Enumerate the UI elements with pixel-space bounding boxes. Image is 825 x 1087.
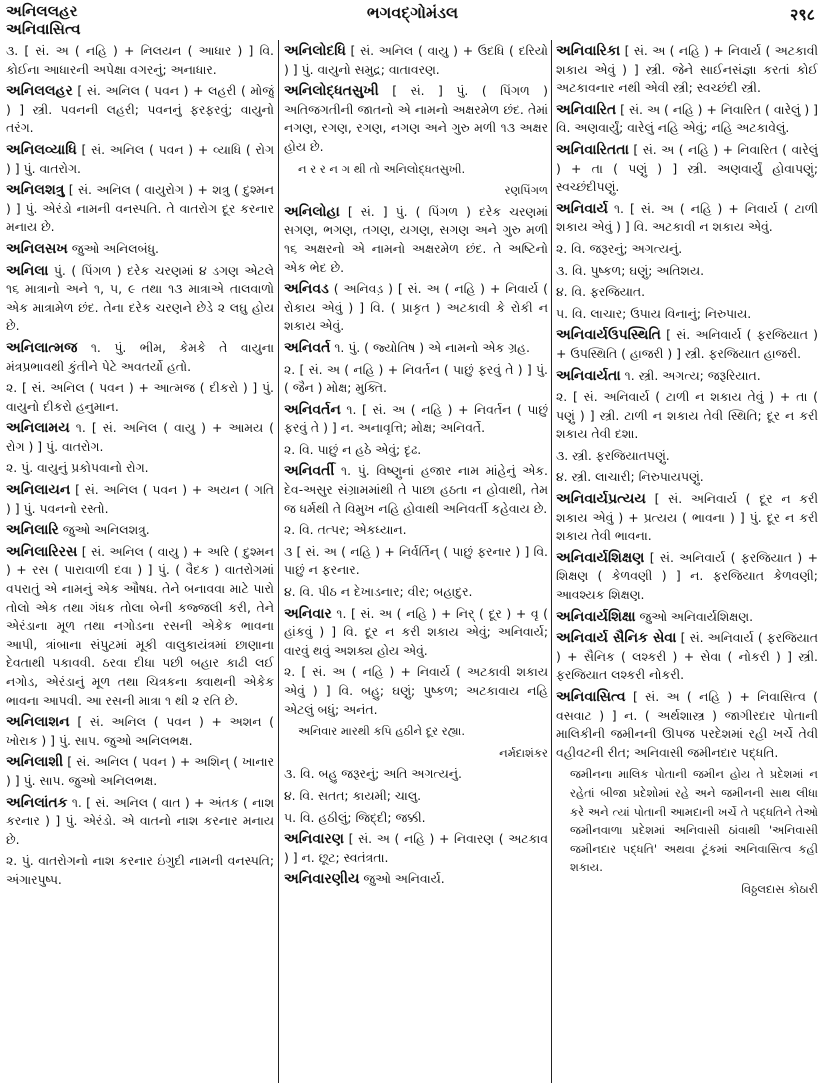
headword: અનિલોદધિ — [284, 43, 346, 59]
headword: અનિવાર્યશિક્ષણ — [556, 549, 645, 566]
headword: અનિલાશન — [6, 714, 70, 731]
definition: ૧. [ સં. અ ( નહિ ) + નિર્ ( દૂર ) + વૃ ( હાંકવું ) ] વિ. દૂર ન કરી શકાય એવું; અનિવાર્ય; વારવું થવું અશક્ય હોય એવું. — [284, 605, 548, 658]
definition: [ સં. અનિલ ( વાયુ ) + અરિ ( દુશ્મન ) + રસ ( પારાવાળી દવા ) ] પું. ( વૈદક ) વાતરોગમાં વપરાતું એ નામનું એક ઔષધ. તેને બનાવવા માટે પારો તોલો એક તથા ગંધક તોલા બેની કજ્જલી કરી, તેને એરંડાના મૂળ તથા નગોડના રસની એકેક ભાવના આપી, ત્રાંબાના સંપુટમાં મૂકી વાલુકાયંત્રમાં છાણાના દેવતાથી પકાવવી. ઠરવા દીધા પછી બહાર કાઢી લઈ નગોડ, એરંડાનું મૂળ તથા ચિત્રકના ક્વાથની એકેક ભાવના આપવી. આ રસની માત્રા ૧ થી ૨ રતિ છે. — [6, 543, 274, 708]
column-divider — [551, 40, 552, 1083]
definition: [ સં. ] પું. ( પિંગળ ) અતિજગતીની જાતનો એ નામનો અક્ષરમેળ છંદ. તેમાં નગણ, રગણ, રગણ, નગણ અને ગુરુ મળી ૧૩ અક્ષર હોય છે. — [284, 83, 548, 154]
definition: ૧. પું. ( જ્યોતિષ ) એ નામનો એક ગ્રહ. — [330, 339, 530, 355]
headword: અનિવારિત — [556, 101, 617, 118]
dictionary-entry — [556, 141, 818, 197]
definition: જુઓ અનિલબંધુ. — [67, 240, 159, 256]
definition: ૧. સ્ત્રી. અગત્ય; જરૂરિયાત. — [620, 367, 761, 383]
headword: અનિવડ — [284, 281, 329, 298]
column-3 — [556, 42, 818, 1081]
headword: અનિલોદ્ધતસુખી — [284, 83, 379, 100]
headword: અનિવારણીય — [284, 871, 360, 888]
dictionary-entry — [556, 688, 818, 762]
headword: અનિવારિકા — [556, 43, 621, 59]
dictionary-entry — [6, 713, 274, 750]
headword: અનિલાશી — [6, 754, 64, 771]
definition: [ સં. અ ( નહિ ) + નિવાસિત્વ ( વસવાટ ) ] ન. ( અર્થશાસ્ત્ર ) જાગીરદાર પોતાની માલિકીની જમીનની ઊપજ પરદેશમાં રહી ખર્ચે તેવી વહીવટની રીત; અનિવાસી જમીનદાર પદ્ધતિ. — [556, 689, 818, 760]
headword: અનિલશત્રુ — [6, 182, 65, 199]
headword: અનિલવ્યાધિ — [6, 141, 77, 158]
entry-sense: ૩. [ સં. અ ( નહિ ) + નિલયન ( આધાર ) ] વિ. કોઈના આધારની અપેક્ષા વગરનું; અનાધાર. — [6, 43, 274, 77]
headword: અનિવર્તન — [284, 401, 341, 418]
definition: [ સં. ] પું. ( પિંગળ ) દરેક ચરણમાં સગણ, ભગણ, તગણ, યગણ, સગણ અને ગુરુ મળી ૧૬ અક્ષરનો એ નામનો અક્ષરમેળ છંદ. તે અષ્ટિનો એક ભેદ છે. — [284, 203, 548, 275]
dictionary-entry — [284, 605, 548, 661]
definition: [ સં. અનિલ ( વાયુરોગ ) + શત્રુ ( દુશ્મન ) ] પું. એરંડો નામની વનસ્પતિ. તે વાતરોગ દૂર કરનાર મનાય છે. — [6, 182, 274, 235]
headword: અનિલા — [6, 262, 49, 279]
entry-sense: ૨. વિ. જરૂરનું; અગત્યનું. — [556, 240, 683, 256]
definition: [ સં. અ ( નહિ ) + નિવારિત ( વારેલું ) ] વિ. અણવાર્યું; વારેલું નહિ એવું; નહિ અટકાવેલું. — [556, 101, 818, 136]
headword: અનિલાંતક — [6, 794, 68, 811]
headword: અનિવારણ — [284, 831, 344, 848]
dictionary-entry — [6, 262, 274, 336]
entry-sense: ૨. પું. વાતરોગનો નાશ કરનાર ઇંગુદી નામની વનસ્પતિ; અંગારપુષ્પ. — [6, 853, 274, 887]
dictionary-entry — [556, 42, 818, 98]
definition: [ સં. અ ( નહિ ) + નિવાર્ય ( અટકાવી શકાય એવું ) ] સ્ત્રી. જેને સાઈનસંજ્ઞા કરતાં કોઈ અટકાવનાર નથી એવી સ્ત્રી; સ્વચ્છંદી સ્ત્રી. — [556, 43, 818, 96]
dictionary-entry — [6, 181, 274, 237]
headword: અનિવાર્ય સૈનિક સેવા — [556, 630, 677, 647]
entry-sense: ૪. વિ. ફરજિયાત. — [556, 284, 646, 300]
headword: અનિલાત્મજ — [6, 339, 78, 356]
headword: અનિવર્તી — [284, 463, 335, 480]
quotation-source: વિઠ્ઠલદાસ કોઠારી — [741, 881, 818, 896]
entry-sense: ૪. સ્ત્રી. લાચારી; નિરુપાયપણું. — [556, 469, 704, 485]
quotation-source: નર્મદાશંકર — [499, 745, 548, 760]
dictionary-entry — [556, 200, 818, 237]
entry-sense: ૫. વિ. હઠીલું; જિદ્દી; જક્કી. — [284, 809, 426, 825]
definition: ૧. પું. વિષ્ણુનાં હજાર નામ માંહેનું એક. દેવ-અસુર સંગ્રામમાંથી તે પાછા હઠતા ન હોવાથી, તેમ જ ધર્મથી તે વિમુખ નહિ હોવાથી અનિવર્તી કહેવાય છે. — [284, 463, 548, 516]
definition: ૧. [ સં. અ ( નહિ ) + નિવાર્ય ( ટાળી શકાય એવું ) ] વિ. અટકાવી ન શકાય એવું. — [556, 200, 818, 235]
dictionary-entry — [556, 490, 818, 546]
entry-sense: ૩. વિ. પુષ્કળ; ઘણું; અતિશય. — [556, 262, 705, 278]
definition: ૧. [ સં. અનિલ ( વાત ) + અંતક ( નાશ કરનાર ) ] પું. એરંડો. એ વાતનો નાશ કરનાર મનાય છે. — [6, 794, 274, 847]
dictionary-entry — [6, 82, 274, 138]
headword: અનિવાર્યશિક્ષા — [556, 608, 636, 625]
dictionary-entry — [284, 870, 548, 889]
dictionary-entry — [284, 401, 548, 438]
headword: અનિવાર્યપ્રત્યય — [556, 491, 646, 508]
dictionary-entry — [284, 280, 548, 336]
entry-sense: ૨. [ સં. અ ( નહિ ) + નિવર્તન ( પાછું ફરવું તે ) ] પું. ( જૈન ) મોક્ષ; મુક્તિ. — [284, 361, 548, 396]
dictionary-entry — [284, 462, 548, 518]
dictionary-entry — [284, 42, 548, 79]
entry-sense: ૨. વિ. તત્પર; એકધ્યાન. — [284, 522, 407, 538]
dictionary-entry — [556, 549, 818, 605]
headword: અનિવાર — [284, 605, 332, 622]
headword: અનિવારિતતા — [556, 141, 629, 158]
definition: [ સં. અ ( નહિ ) + નિવારિત ( વારેલું ) + તા ( પણું ) ] સ્ત્રી. અણવાર્યું હોવાપણું; સ્વચ્છંદીપણું. — [556, 141, 818, 195]
definition: ૧. પું. ભીમ, કેમકે તે વાયુના મંત્રપ્રભાવથી કુંતીને પેટે અવતર્યો હતો. — [6, 339, 274, 374]
headword: અનિવાર્યતા — [556, 367, 621, 384]
quotation-source: રણપિંગળ — [504, 183, 548, 198]
headword: અનિવર્ત — [284, 339, 331, 356]
dictionary-entry — [6, 419, 274, 456]
dictionary-entry — [284, 830, 548, 867]
quotation: જમીનના માલિક પોતાની જમીન હોય તે પ્રદેશમાં ન રહેતાં બીજા પ્રદેશોમાં રહે અને જમીનની સાથ લીધા કરે અને ત્યાં પોતાની આમદાની ખર્ચે તે પદ્ધતિને તેઓ જમીનવાળા પ્રદેશમાં અનિવાસી ઠાંવાથી 'અનિવાસી જમીનદાર પદ્ધતિ' અથવા ટૂંકમાં અનિવાસિત્વ કહી શકાય. — [570, 767, 818, 875]
entry-sense: ૩. સ્ત્રી. ફરજિયાતપણું. — [556, 447, 670, 463]
definition: ૧. [ સં. અનિલ ( વાયુ ) + આમય ( રોગ ) ] પું. વાતરોગ. — [6, 420, 274, 454]
dictionary-entry — [6, 481, 274, 518]
definition: [ સં. અનિલ ( પવન ) + અશન ( ખોરાક ) ] પું. સાપ. જુઓ અનિલભક્ષ. — [6, 714, 274, 748]
headword: અનિવાર્ય — [556, 200, 608, 217]
dictionary-entry — [556, 608, 818, 627]
dictionary-entry — [6, 141, 274, 178]
definition: [ સં. અનિલ ( વાયુ ) + ઉદધિ ( દરિયો ) ] પું. વાયુનો સમુદ્ર; વાતાવરણ. — [284, 43, 548, 77]
definition: [ સં. અનિવાર્ય ( ફરજિયાત ) + ઉપસ્થિતિ ( હાજરી ) ] સ્ત્રી. ફરજિયાત હાજરી. — [556, 327, 818, 361]
headword: અનિલારિરસ — [6, 543, 78, 560]
column-1 — [6, 42, 274, 1081]
headword: અનિલામય — [6, 420, 70, 437]
dictionary-entry — [6, 794, 274, 850]
definition: [ સં. અનિવાર્ય ( દૂર ન કરી શકાય એવું ) + પ્રત્યય ( ભાવના ) ] પું. દૂર ન કરી શકાય તેવી ભાવના. — [556, 491, 818, 544]
headword: અનિલસખ — [6, 240, 68, 257]
dictionary-entry — [6, 339, 274, 376]
headword: અનિલારિ — [6, 522, 59, 539]
entry-sense: ૨. [ સં. અનિવાર્ય ( ટાળી ન શકાય તેવું ) + તા ( પણું ) ] સ્ત્રી. ટાળી ન શકાય તેવી સ્થિતિ; દૂર ન કરી શકાય તેવી દશા. — [556, 389, 818, 442]
headword: અનિવાસિત્વ — [556, 689, 626, 705]
definition: [ સં. અનિલ ( પવન ) + અયન ( ગતિ ) ] પું. પવનનો રસ્તો. — [6, 482, 274, 516]
dictionary-entry — [284, 203, 548, 277]
dictionary-entry — [284, 82, 548, 156]
entry-sense: ૨. [ સં. અનિલ ( પવન ) + આત્મજ ( દીકરો ) ] પું. વાયુનો દીકરો હનુમાન. — [6, 380, 274, 414]
first-guide-word: અનિલલહર — [6, 2, 78, 20]
book-title: ભગવદ્ગોમંડલ — [366, 3, 459, 22]
dictionary-entry — [556, 367, 818, 386]
definition: ( અનિવડ઼ ) [ સં. અ ( નહિ ) + નિવાર્ય ( રોકાય એવું ) ] વિ. ( પ્રાકૃત ) અટકાવી કે રોકી ન શકાય એવું. — [284, 281, 548, 334]
entry-sense: ૪. વિ. પીઠ ન દેખાડનાર; વીર; બહાદુર. — [284, 584, 473, 600]
dictionary-entry — [6, 521, 274, 540]
definition: [ સં. અનિલ ( પવન ) + વ્યાધિ ( રોગ ) ] પું. વાતરોગ. — [6, 141, 274, 176]
definition: [ સં. અનિવાર્ય ( ફરજિયાત ) + સૈનિક ( લશ્કરી ) + સેવા ( નોકરી ) ] સ્ત્રી. ફરજિયાત લશ્કરી નોકરી. — [556, 630, 818, 683]
definition: [ સં. અનિલ ( પવન ) + અશિન્ ( ખાનાર ) ] પું. સાપ. જુઓ અનિલભક્ષ. — [6, 754, 274, 788]
dictionary-entry — [284, 339, 548, 358]
column-divider — [278, 40, 279, 1083]
dictionary-entry — [6, 543, 274, 710]
dictionary-entry — [556, 101, 818, 138]
entry-sense: ૩ [ સં. અ ( નહિ ) + નિર્વર્તિન્ ( પાછું ફરનાર ) ] વિ. પાછું ન ફરનાર. — [284, 543, 548, 578]
dictionary-entry — [556, 629, 818, 685]
definition: ૧. [ સં. અ ( નહિ ) + નિવર્તન ( પાછું ફરવું તે ) ] ન. અનાવૃત્તિ; મોક્ષ; અનિવર્તે. — [284, 401, 548, 436]
entry-sense: ૨. પું. વાયુનું પ્રકોપવાનો રોગ. — [6, 460, 149, 476]
definition: [ સં. અનિવાર્ય ( ફરજિયાત ) + શિક્ષણ ( કેળવણી ) ] ન. ફરજિયાત કેળવણી; આવશ્યક શિક્ષણ. — [556, 549, 818, 603]
headword: અનિવાર્યઉપસ્થિતિ — [556, 327, 661, 344]
page-number: २९८ — [790, 5, 815, 24]
definition: પું. ( પિંગળ ) દરેક ચરણમાં ૪ ડગણ એટલે ૧૬ માત્રાનો અને ૧, ૫, ૯ તથા ૧૩ માત્રાએ તાલવાળો એક માત્રામેળ છંદ. તેના દરેક ચરણને છેડે ૨ લઘુ હોય છે. — [6, 262, 274, 334]
headword: અનિલાયન — [6, 482, 71, 499]
column-2 — [284, 42, 548, 1081]
page-header — [0, 0, 825, 44]
headword: અનિલલહર — [6, 83, 73, 100]
quotation: ન ર ર ન ગ થી તો અનિલોદ્ધતસુખી. — [298, 161, 466, 176]
definition: [ સં. અનિલ ( પવન ) + લહરી ( મોજું ) ] સ્ત્રી. પવનની લહરી; પવનનું ફરફરવું; વાયુનો તરંગ. — [6, 83, 274, 136]
definition: [ સં. અ ( નહિ ) + નિવારણ ( અટકાવ ) ] ન. છૂટ; સ્વતંત્રતા. — [284, 831, 548, 865]
definition: જુઓ અનિલશત્રુ. — [58, 522, 150, 538]
definition: જુઓ અનિવાર્ય. — [359, 871, 445, 887]
entry-sense: ૩. વિ. બહુ જરૂરનું; અતિ અગત્યનું. — [284, 766, 462, 782]
entry-sense: ૨. [ સં. અ ( નહિ ) + નિવાર્ય ( અટકાવી શકાય એવું ) ] વિ. બહુ; ઘણું; પુષ્કળ; અટકાવાય નહિ એટલું બધું; અનંત. — [284, 664, 548, 717]
quotation: અનિવાર મારથી કપિ હઠીને દૂર રહ્યા. — [298, 724, 466, 739]
definition: જુઓ અનિવાર્યશિક્ષણ. — [635, 608, 754, 624]
entry-sense: ૨. વિ. પાછું ન હઠે એવું; દૃઢ. — [284, 441, 422, 457]
dictionary-entry — [6, 240, 274, 259]
last-guide-word: અનિવાસિત્વ — [6, 20, 81, 38]
dictionary-entry — [556, 326, 818, 363]
entry-sense: ૪. વિ. સતત; કાયમી; ચાલુ. — [284, 787, 422, 803]
dictionary-entry — [6, 753, 274, 790]
entry-sense: ૫. વિ. લાચાર; ઉપાય વિનાનું; નિરુપાય. — [556, 305, 752, 321]
headword: અનિલોહા — [284, 203, 340, 220]
